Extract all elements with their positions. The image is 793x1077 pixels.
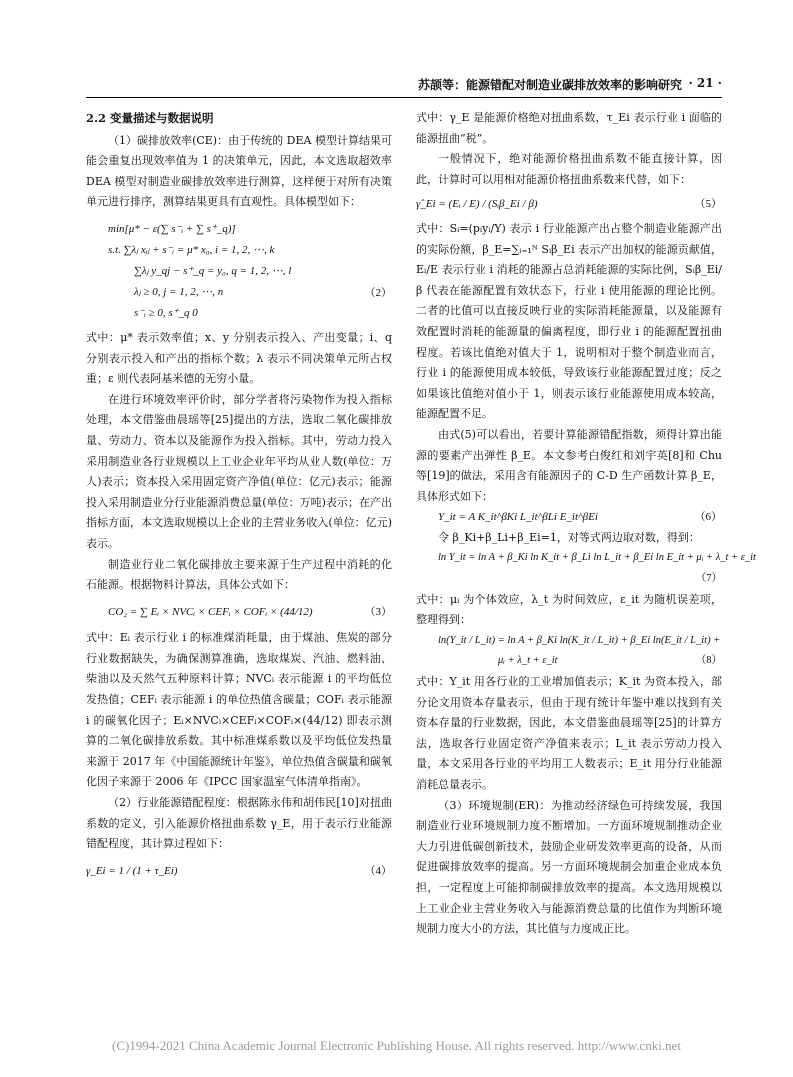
- equation-4: [86, 861, 392, 882]
- equation-number: （4）: [364, 864, 392, 877]
- right-column: [416, 108, 756, 940]
- equation-2: [86, 219, 392, 324]
- equation-body-cont: μᵢ + λ_t + ε_it: [498, 655, 558, 667]
- equation-body: γ_Ei = 1 / (1 + τ_Ei): [86, 864, 178, 877]
- equation-body: ln(Y_it / L_it) = ln A + β_Ki ln(K_it / L_it) + β_Ei ln(E_it / L_it) +: [438, 634, 721, 646]
- equation-5: [416, 194, 722, 215]
- paragraph: （1）碳排放效率(CE)：由于传统的 DEA 模型计算结果可能会重复出现效率值为 1 的决策单元，因此，本文选取超效率 DEA 模型对制造业碳排放效率进行测算，这样便于对所有决策单元进行排序，测算结果更具有直观性。具体模型如下：: [86, 133, 392, 209]
- equation-number: （8）: [695, 655, 722, 667]
- paragraph: 式中：Sᵢ=(pᵢyᵢ/Y) 表示 i 行业能源产出占整个制造业能源产出的实际份额，β_E=∑ᵢ₌₁ᴺ Sᵢβ_Ei 表示产出加权的能源贡献值，Eᵢ/E 表示行业 i 消耗的能源占总消耗能源的实际比例，Sᵢβ_Ei/β 代表在能源配置有效状态下，行业 i 使用能源的理论比例。二者的比值可以直接反映行业的实际消耗能源量，以及能源有效配置时消耗的能源量的偏离程度，即行业 i 的能源配置扭曲程度。若该比值绝对值大于 1，说明相对于整个制造业而言，行业 i 的能源使用成本较低，导致该行业能源配置过度；反之如果该比值绝对值小于 1，则表示该行业能源使用成本较高，能源配置不足。: [416, 221, 722, 421]
- paragraph: （3）环境规制(ER)：为推动经济绿色可持续发展，我国制造业行业环境规制力度不断增加。一方面环境规制推动企业大力引进低碳创新技术，鼓励企业研发效率更高的设备，从而促进碳排放效率的提高。另一方面环境规制会加重企业成本负担，一定程度上可能抑制碳排放效率的提高。本文选用规模以上工业企业主营业务收入与能源消费总量的比值作为判断环境规制力度大小的方法，其比值与力度成正比。: [416, 798, 722, 936]
- paragraph: 由式(5)可以看出，若要计算能源错配指数，须得计算出能源的要素产出弹性 β_E。本文参考白俊红和刘宇英[8]和 Chu 等[19]的做法，采用含有能源因子的 C-D 生产函数计算 β_E，具体形式如下：: [416, 427, 722, 503]
- paragraph: 式中：Y_it 用各行业的工业增加值表示；K_it 为资本投入，部分论文用资本存量表示，但由于现有统计年鉴中难以找到有关资本存量的行业数据，因此，本文借鉴曲晨瑶等[25]的计算方法，选取各行业固定资产净值来表示；L_it 表示劳动力投入量，本文采用各行业的平均用工人数表示；E_it 用分行业能源消耗总量表示。: [416, 675, 722, 791]
- running-header: [86, 68, 722, 98]
- equation-number: （2）: [364, 286, 392, 299]
- equation-7: [416, 548, 756, 589]
- equation-body: γ̂_Ei = (Eᵢ / E) / (Sᵢβ_Ei / β): [416, 198, 538, 211]
- equation-body: Y_it = A K_it^βKi L_it^βLi E_it^βEi: [438, 511, 598, 524]
- equation-6: [416, 507, 722, 528]
- paragraph: 式中：μ* 表示效率值；x、y 分别表示投入、产出变量；i、q 分别表示投入和产出的指标个数；λ 表示不同决策单元所占权重；ε 则代表阿基米德的无穷小量。: [86, 330, 392, 386]
- equation-number: （3）: [364, 605, 392, 618]
- equation-8: [416, 631, 722, 672]
- equation-line: s⁻ᵢ ≥ 0, s⁺_q 0: [134, 306, 198, 319]
- equation-line: [438, 651, 722, 672]
- equation-line: min[μ* − ε(∑ s⁻ᵢ + ∑ s⁺_q)]: [108, 222, 236, 235]
- equation-number: （5）: [694, 198, 722, 211]
- equation-body: ln Y_it = ln A + β_Ki ln K_it + β_Li ln L_it + β_Ei ln E_it + μᵢ + λ_t + ε_it: [438, 552, 756, 564]
- paragraph: 在进行环境效率评价时，部分学者将污染物作为投入指标处理，本文借鉴曲晨瑶等[25]提出的方法，选取二氧化碳排放量、劳动力、资本以及能源作为投入指标。其中，劳动力投入采用制造业各行业规模以上工业企业年平均从业人数(单位：万人)表示；资本投入采用固定资产净值(单位：亿元)表示；能源投入采用制造业分行业能源消费总量(单位：万吨)表示；在产出指标方面，本文选取规模以上企业的主营业务收入(单位：亿元)表示。: [86, 392, 392, 550]
- paragraph: 式中：Eᵢ 表示行业 i 的标准煤消耗量，由于煤油、焦炭的部分行业数据缺失，为确保测算准确，选取煤炭、汽油、燃料油、柴油以及天然气五种原料计算；NVCᵢ 表示能源 i 的平均低位发热值；CEFᵢ 表示能源 i 的单位热值含碳量；COFᵢ 表示能源 i 的碳氧化因子；Eᵢ×NVCᵢ×CEFᵢ×COFᵢ×(44/12) 即表示测算的二氧化碳排放系数。其中标准煤系数以及平均低位发热量来源于 2017 年《中国能源统计年鉴》，单位热值含碳量和碳氧化因子来源于 2006 年《IPCC 国家温室气体清单指南》。: [86, 631, 392, 789]
- paragraph: 式中：μᵢ 为个体效应，λ_t 为时间效应，ε_it 为随机误差项，整理得到：: [416, 592, 722, 627]
- equation-line: ∑λⱼ y_qj − s⁺_q = y₀, q = 1, 2, ⋯, l: [134, 264, 292, 277]
- paragraph: （2）行业能源错配程度：根据陈永伟和胡伟民[10]对扭曲系数的定义，引入能源价格扭曲系数 γ_E，用于表示行业能源错配程度，其计算过程如下：: [86, 796, 392, 851]
- page-number: · 21 ·: [688, 76, 722, 90]
- paragraph: 令 β_Ki+β_Li+β_Ei=1，对等式两边取对数，得到：: [438, 530, 700, 544]
- equation-number: （7）: [695, 573, 722, 585]
- equation-line: s.t. ∑λⱼ xᵢⱼ + s⁻ᵢ = μ* x₀, i = 1, 2, ⋯, k: [108, 243, 275, 256]
- running-title: 苏颉等：能源错配对制造业碳排放效率的影响研究: [417, 78, 682, 92]
- copyright-footer: (C)1994-2021 China Academic Journal Electronic Publishing House. All rights reserved. http://www.cnki.net: [112, 1038, 681, 1053]
- equation-3: [86, 602, 392, 623]
- section-heading: 2.2 变量描述与数据说明: [86, 111, 214, 125]
- paragraph: 一般情况下，绝对能源价格扭曲系数不能直接计算，因此，计算时可以用相对能源价格扭曲系数来代替，如下：: [416, 152, 722, 186]
- equation-number: （6）: [694, 511, 722, 524]
- equation-body: CO₂ = ∑ Eᵢ × NVCᵢ × CEFᵢ × COFᵢ × (44/12): [108, 605, 313, 618]
- equation-line: λⱼ ≥ 0, j = 1, 2, ⋯, n: [134, 285, 224, 298]
- paragraph: 制造业行业二氧化碳排放主要来源于生产过程中消耗的化石能源。根据物料计算法，具体公式如下：: [86, 557, 392, 592]
- paragraph: 式中：γ_E 是能源价格绝对扭曲系数，τ_Ei 表示行业 i 面临的能源扭曲“税”。: [416, 111, 722, 145]
- header-rule: [86, 97, 722, 98]
- left-column: [86, 108, 392, 887]
